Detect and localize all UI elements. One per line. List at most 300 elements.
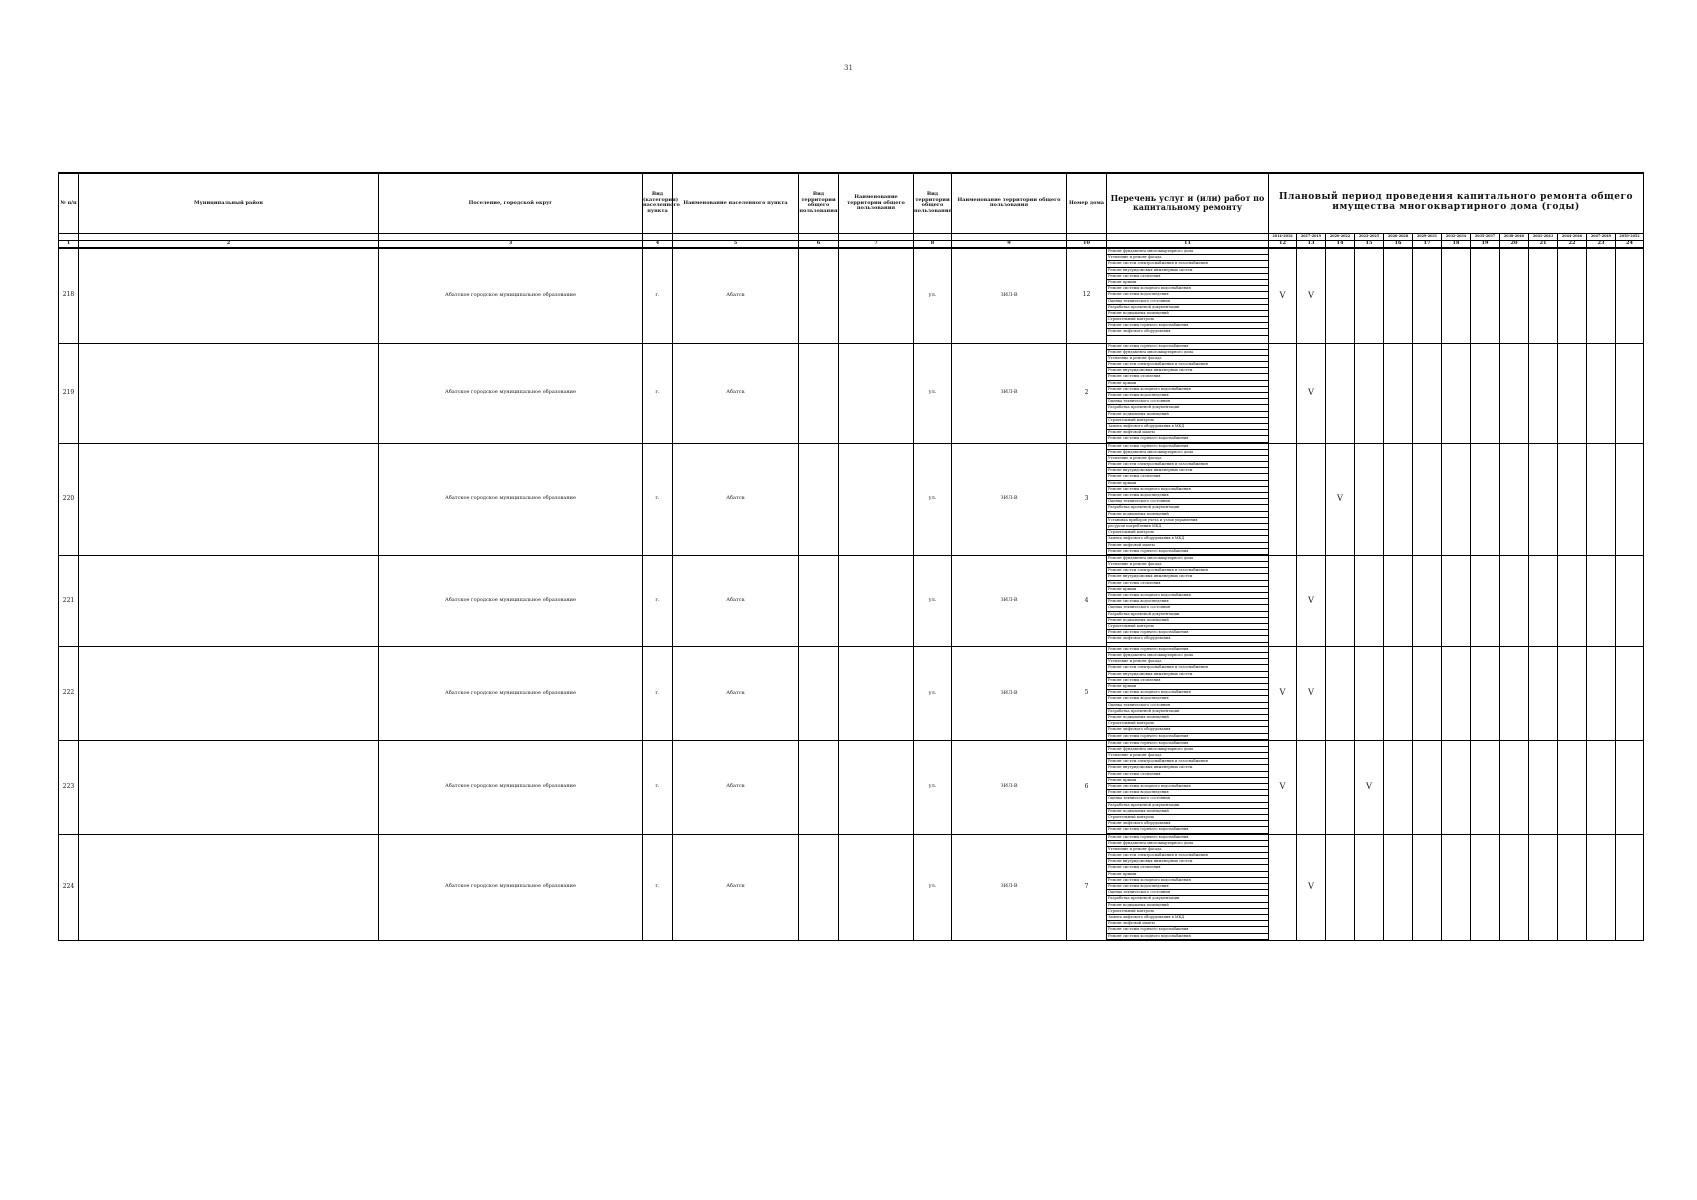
year-mark: V [1269, 248, 1297, 343]
work-item: Утепление и ремонт фасада [1107, 356, 1268, 362]
work-item: Ремонт фундамента многоквартирного дома [1107, 841, 1268, 847]
locality-type-cell: г. [643, 646, 673, 740]
year-mark: V [1269, 646, 1297, 740]
table-row [59, 443, 1644, 555]
work-item: Утепление и ремонт фасада [1107, 255, 1268, 261]
work-item: Ремонт системы холодного водоснабжения [1107, 593, 1268, 599]
settlement-cell: Абатское городское муниципальное образование [379, 834, 643, 940]
year-mark [1587, 740, 1616, 834]
year-mark [1326, 646, 1355, 740]
work-item: Разработка проектной документации [1107, 803, 1268, 809]
year-mark [1558, 343, 1587, 443]
year-mark [1529, 343, 1558, 443]
col-num: 2 [79, 240, 379, 248]
street-type-cell: ул. [914, 646, 952, 740]
year-mark [1500, 343, 1529, 443]
work-item: Ремонт лифтового оборудования [1107, 329, 1268, 335]
work-item: Ремонт систем электроснабжения и газоснабжения [1107, 568, 1268, 574]
street-cell: ЗИЛ-В [952, 646, 1067, 740]
col-num: 20 [1500, 240, 1529, 248]
table-row [59, 646, 1644, 740]
year-mark [1558, 443, 1587, 555]
work-item: Разработка проектной документации [1107, 896, 1268, 902]
work-item: Ремонт системы холодного водоснабжения [1107, 487, 1268, 493]
col-num: 17 [1413, 240, 1442, 248]
work-item: Ремонт системы горячего водоснабжения [1107, 549, 1268, 555]
year-mark [1413, 834, 1442, 940]
row-number: 220 [59, 443, 79, 555]
year-mark: V [1297, 343, 1326, 443]
year-9: 2041-2043 [1529, 233, 1558, 240]
col-num: 15 [1355, 240, 1384, 248]
header-area-type-1: Вид территории общего пользования [799, 173, 839, 233]
work-item: Ремонт системы горячего водоснабжения [1107, 344, 1268, 350]
year-mark [1355, 248, 1384, 343]
works-list [1107, 248, 1269, 343]
year-mark [1558, 248, 1587, 343]
work-item: Ремонт внутридомовых инженерных систем [1107, 468, 1268, 474]
year-mark: V [1355, 740, 1384, 834]
year-mark [1500, 555, 1529, 646]
house-cell: 3 [1067, 443, 1107, 555]
year-11: 2047-2049 [1587, 233, 1616, 240]
area-type-1-cell [799, 555, 839, 646]
work-item: Ремонт системы горячего водоснабжения [1107, 734, 1268, 740]
header-house: Номер дома [1067, 173, 1107, 233]
district-cell [79, 343, 379, 443]
year-mark: V [1269, 740, 1297, 834]
work-item: Ремонт системы отопления [1107, 678, 1268, 684]
year-mark [1326, 834, 1355, 940]
locality-type-cell: г. [643, 740, 673, 834]
col-num: 16 [1384, 240, 1413, 248]
area-name-1-cell [839, 740, 914, 834]
area-name-1-cell [839, 343, 914, 443]
col-num: 1 [59, 240, 79, 248]
col-num: 23 [1587, 240, 1616, 248]
year-mark [1558, 646, 1587, 740]
work-item: Ремонт систем электроснабжения и газоснабжения [1107, 759, 1268, 765]
year-mark [1471, 834, 1500, 940]
year-mark [1529, 646, 1558, 740]
work-item: Ремонт систем электроснабжения и газоснабжения [1107, 362, 1268, 368]
work-item: Ремонт системы отопления [1107, 581, 1268, 587]
street-cell: ЗИЛ-В [952, 443, 1067, 555]
work-item: Оценка технического состояния [1107, 796, 1268, 802]
locality-type-cell: г. [643, 343, 673, 443]
year-mark [1413, 740, 1442, 834]
street-type-cell: ул. [914, 555, 952, 646]
area-type-1-cell [799, 248, 839, 343]
year-mark [1384, 248, 1413, 343]
year-mark [1442, 555, 1471, 646]
work-item: Ремонт крыши [1107, 778, 1268, 784]
year-mark [1587, 555, 1616, 646]
work-item: Ремонт крыши [1107, 381, 1268, 387]
year-mark [1384, 740, 1413, 834]
district-cell [79, 443, 379, 555]
street-type-cell: ул. [914, 834, 952, 940]
header-locality: Наименование населенного пункта [673, 173, 799, 233]
work-item: Ремонт подвальных помещений [1107, 809, 1268, 815]
year-mark [1269, 555, 1297, 646]
year-mark [1587, 443, 1616, 555]
work-item: Ремонт системы водоотведения [1107, 884, 1268, 890]
works-list [1107, 646, 1269, 740]
locality-cell: Абатск [673, 740, 799, 834]
work-item: Утепление и ремонт фасада [1107, 562, 1268, 568]
house-cell: 6 [1067, 740, 1107, 834]
header-area-name-2: Наименование территории общего пользования [952, 173, 1067, 233]
area-name-1-cell [839, 555, 914, 646]
work-item: Ремонт системы горячего водоснабжения [1107, 630, 1268, 636]
area-name-1-cell [839, 443, 914, 555]
street-cell: ЗИЛ-В [952, 834, 1067, 940]
work-item: Ремонт крыши [1107, 872, 1268, 878]
year-mark [1384, 443, 1413, 555]
work-item: Ремонт системы водоотведения [1107, 790, 1268, 796]
year-mark [1471, 248, 1500, 343]
house-cell: 4 [1067, 555, 1107, 646]
area-type-1-cell [799, 834, 839, 940]
work-item: Ремонт системы водоотведения [1107, 292, 1268, 298]
header-area-name-1: Наименование территории общего пользования [839, 173, 914, 233]
col-num: 12 [1269, 240, 1297, 248]
work-item: Ремонт внутридомовых инженерных систем [1107, 859, 1268, 865]
area-name-1-cell [839, 834, 914, 940]
year-6: 2032-2034 [1442, 233, 1471, 240]
street-type-cell: ул. [914, 740, 952, 834]
col-num: 11 [1107, 240, 1269, 248]
year-mark [1413, 646, 1442, 740]
year-0: 2014-2016 [1269, 233, 1297, 240]
year-mark [1500, 248, 1529, 343]
street-cell: ЗИЛ-В [952, 555, 1067, 646]
work-item: Ремонт системы холодного водоснабжения [1107, 784, 1268, 790]
locality-cell: Абатск [673, 248, 799, 343]
work-item: Ремонт внутридомовых инженерных систем [1107, 672, 1268, 678]
year-mark [1616, 343, 1644, 443]
col-num: 14 [1326, 240, 1355, 248]
year-mark [1384, 834, 1413, 940]
street-type-cell: ул. [914, 443, 952, 555]
year-2: 2020-2022 [1326, 233, 1355, 240]
work-item: Ремонт системы холодного водоснабжения [1107, 878, 1268, 884]
table-body [59, 248, 1644, 940]
col-num: 3 [379, 240, 643, 248]
year-mark [1355, 555, 1384, 646]
area-name-1-cell [839, 646, 914, 740]
year-mark [1558, 740, 1587, 834]
year-mark [1326, 740, 1355, 834]
year-mark [1616, 555, 1644, 646]
year-mark [1442, 834, 1471, 940]
table-row [59, 343, 1644, 443]
work-item: Ремонт системы горячего водоснабжения [1107, 927, 1268, 933]
work-item: Строительный контроль [1107, 418, 1268, 424]
year-mark [1355, 646, 1384, 740]
row-number: 222 [59, 646, 79, 740]
work-item: Ремонт фундамента многоквартирного дома [1107, 556, 1268, 562]
work-item: Ремонт крыши [1107, 481, 1268, 487]
year-mark [1326, 343, 1355, 443]
year-mark [1558, 834, 1587, 940]
street-type-cell: ул. [914, 343, 952, 443]
year-mark [1529, 248, 1558, 343]
locality-type-cell: г. [643, 834, 673, 940]
house-cell: 7 [1067, 834, 1107, 940]
work-item: Ремонт системы горячего водоснабжения [1107, 741, 1268, 747]
area-type-1-cell [799, 443, 839, 555]
work-item: Утепление и ремонт фасада [1107, 456, 1268, 462]
year-5: 2029-2031 [1413, 233, 1442, 240]
col-num: 18 [1442, 240, 1471, 248]
work-item: Ремонт системы отопления [1107, 865, 1268, 871]
year-mark [1616, 834, 1644, 940]
work-item: Оценка технического состояния [1107, 605, 1268, 611]
row-number: 223 [59, 740, 79, 834]
work-item: Ремонт системы горячего водоснабжения [1107, 444, 1268, 450]
year-mark [1442, 248, 1471, 343]
district-cell [79, 834, 379, 940]
work-item: Ремонт фундамента многоквартирного дома [1107, 747, 1268, 753]
col-num: 7 [839, 240, 914, 248]
work-item: Ремонт лифтового оборудования [1107, 727, 1268, 733]
work-item: ресурсов потребления МКД [1107, 524, 1268, 530]
year-mark [1384, 343, 1413, 443]
year-mark: V [1297, 834, 1326, 940]
works-list [1107, 740, 1269, 834]
year-mark [1500, 443, 1529, 555]
year-mark [1297, 443, 1326, 555]
work-item: Ремонт лифтовой шахты [1107, 543, 1268, 549]
year-10: 2044-2046 [1558, 233, 1587, 240]
year-mark [1269, 343, 1297, 443]
work-item: Ремонт внутридомовых инженерных систем [1107, 368, 1268, 374]
year-mark [1384, 646, 1413, 740]
area-type-1-cell [799, 343, 839, 443]
year-7: 2035-2037 [1471, 233, 1500, 240]
table-row [59, 555, 1644, 646]
settlement-cell: Абатское городское муниципальное образование [379, 646, 643, 740]
year-mark [1616, 740, 1644, 834]
work-item: Ремонт системы горячего водоснабжения [1107, 647, 1268, 653]
header-locality-type: Вид (категория) населенного пункта [643, 173, 673, 233]
col-num: 13 [1297, 240, 1326, 248]
col-num: 22 [1558, 240, 1587, 248]
table-row [59, 834, 1644, 940]
year-mark: V [1297, 646, 1326, 740]
work-item: Утепление и ремонт фасада [1107, 659, 1268, 665]
header-plan-period: Плановый период проведения капитального ремонта общего имущества многоквартирного дома (годы) [1269, 173, 1644, 233]
district-cell [79, 555, 379, 646]
year-mark [1384, 555, 1413, 646]
work-item: Ремонт подвальных помещений [1107, 618, 1268, 624]
year-mark [1500, 834, 1529, 940]
work-item: Ремонт лифтовой шахты [1107, 921, 1268, 927]
work-item: Ремонт системы холодного водоснабжения [1107, 690, 1268, 696]
work-item: Ремонт систем электроснабжения и газоснабжения [1107, 853, 1268, 859]
work-item: Установка приборов учета и узлов управления [1107, 518, 1268, 524]
work-item: Разработка проектной документации [1107, 405, 1268, 411]
year-mark [1471, 740, 1500, 834]
work-item: Ремонт фундамента многоквартирного дома [1107, 249, 1268, 255]
year-mark [1442, 343, 1471, 443]
work-item: Оценка технического состояния [1107, 299, 1268, 305]
work-item: Оценка технического состояния [1107, 399, 1268, 405]
house-cell: 2 [1067, 343, 1107, 443]
area-name-1-cell [839, 248, 914, 343]
settlement-cell: Абатское городское муниципальное образование [379, 740, 643, 834]
year-mark [1326, 555, 1355, 646]
row-number: 221 [59, 555, 79, 646]
year-mark [1297, 740, 1326, 834]
year-mark [1529, 834, 1558, 940]
year-mark [1355, 834, 1384, 940]
work-item: Ремонт фундамента многоквартирного дома [1107, 350, 1268, 356]
year-mark [1442, 740, 1471, 834]
work-item: Строительный контроль [1107, 815, 1268, 821]
year-mark [1500, 646, 1529, 740]
work-item: Ремонт лифтовой шахты [1107, 430, 1268, 436]
work-item: Ремонт систем электроснабжения и газоснабжения [1107, 261, 1268, 267]
district-cell [79, 646, 379, 740]
year-mark [1558, 555, 1587, 646]
locality-cell: Абатск [673, 555, 799, 646]
col-num: 19 [1471, 240, 1500, 248]
year-mark [1471, 646, 1500, 740]
year-mark [1326, 248, 1355, 343]
settlement-cell: Абатское городское муниципальное образование [379, 443, 643, 555]
locality-cell: Абатск [673, 443, 799, 555]
year-8: 2038-2040 [1500, 233, 1529, 240]
page-number: 31 [844, 64, 853, 72]
work-item: Ремонт подвальных помещений [1107, 512, 1268, 518]
work-item: Утепление и ремонт фасада [1107, 847, 1268, 853]
year-mark [1529, 740, 1558, 834]
street-cell: ЗИЛ-В [952, 740, 1067, 834]
year-mark [1413, 443, 1442, 555]
col-num: 9 [952, 240, 1067, 248]
work-item: Ремонт системы отопления [1107, 772, 1268, 778]
year-mark [1471, 343, 1500, 443]
year-mark [1442, 646, 1471, 740]
work-item: Ремонт системы холодного водоснабжения [1107, 286, 1268, 292]
settlement-cell: Абатское городское муниципальное образование [379, 248, 643, 343]
work-item: Ремонт внутридомовых инженерных систем [1107, 574, 1268, 580]
street-cell: ЗИЛ-В [952, 248, 1067, 343]
year-1: 2017-2019 [1297, 233, 1326, 240]
year-3: 2023-2025 [1355, 233, 1384, 240]
work-item: Ремонт фундамента многоквартирного дома [1107, 450, 1268, 456]
work-item: Ремонт системы горячего водоснабжения [1107, 835, 1268, 841]
work-item: Ремонт системы горячего водоснабжения [1107, 436, 1268, 442]
work-item: Ремонт системы горячего водоснабжения [1107, 827, 1268, 833]
work-item: Разработка проектной документации [1107, 709, 1268, 715]
street-cell: ЗИЛ-В [952, 343, 1067, 443]
work-item: Оценка технического состояния [1107, 499, 1268, 505]
year-mark: V [1297, 555, 1326, 646]
work-item: Ремонт систем электроснабжения и газоснабжения [1107, 462, 1268, 468]
year-mark [1442, 443, 1471, 555]
work-item: Ремонт системы холодного водоснабжения [1107, 934, 1268, 940]
work-item: Разработка проектной документации [1107, 305, 1268, 311]
work-item: Замена лифтового оборудования в МКД [1107, 424, 1268, 430]
work-item: Ремонт системы горячего водоснабжения [1107, 323, 1268, 329]
work-item: Ремонт крыши [1107, 684, 1268, 690]
year-mark [1616, 248, 1644, 343]
house-cell: 5 [1067, 646, 1107, 740]
row-number: 218 [59, 248, 79, 343]
year-mark [1587, 834, 1616, 940]
year-mark [1413, 555, 1442, 646]
work-item: Строительный контроль [1107, 530, 1268, 536]
locality-type-cell: г. [643, 248, 673, 343]
locality-cell: Абатск [673, 834, 799, 940]
header-area-type-2: Вид территории общего пользования [914, 173, 952, 233]
col-num: 10 [1067, 240, 1107, 248]
locality-cell: Абатск [673, 646, 799, 740]
locality-type-cell: г. [643, 555, 673, 646]
work-item: Ремонт систем электроснабжения и газоснабжения [1107, 665, 1268, 671]
area-type-1-cell [799, 740, 839, 834]
years-row [59, 233, 1644, 240]
header-settlement: Поселение, городской округ [379, 173, 643, 233]
work-item: Разработка проектной документации [1107, 505, 1268, 511]
work-item: Ремонт системы водоотведения [1107, 599, 1268, 605]
work-item: Оценка технического состояния [1107, 890, 1268, 896]
year-4: 2026-2028 [1384, 233, 1413, 240]
year-mark [1413, 248, 1442, 343]
year-mark [1587, 248, 1616, 343]
year-mark: V [1326, 443, 1355, 555]
year-mark [1355, 343, 1384, 443]
row-number: 224 [59, 834, 79, 940]
settlement-cell: Абатское городское муниципальное образование [379, 343, 643, 443]
work-item: Ремонт подвальных помещений [1107, 903, 1268, 909]
work-item: Ремонт системы водоотведения [1107, 696, 1268, 702]
work-item: Ремонт лифтового оборудования [1107, 636, 1268, 642]
table-row [59, 248, 1644, 343]
work-item: Оценка технического состояния [1107, 703, 1268, 709]
work-item: Разработка проектной документации [1107, 612, 1268, 618]
year-mark [1269, 834, 1297, 940]
work-item: Ремонт фундамента многоквартирного дома [1107, 653, 1268, 659]
work-item: Строительный контроль [1107, 721, 1268, 727]
work-item: Строительный контроль [1107, 317, 1268, 323]
district-cell [79, 248, 379, 343]
col-num: 24 [1616, 240, 1644, 248]
work-item: Ремонт системы водоотведения [1107, 393, 1268, 399]
work-item: Ремонт крыши [1107, 280, 1268, 286]
year-mark: V [1297, 248, 1326, 343]
work-item: Ремонт внутридомовых инженерных систем [1107, 765, 1268, 771]
work-item: Ремонт подвальных помещений [1107, 311, 1268, 317]
work-item: Ремонт подвальных помещений [1107, 412, 1268, 418]
work-item: Ремонт лифтового оборудования [1107, 821, 1268, 827]
year-mark [1616, 646, 1644, 740]
year-12: 2050-2052 [1616, 233, 1644, 240]
work-item: Строительный контроль [1107, 624, 1268, 630]
area-type-1-cell [799, 646, 839, 740]
table-row [59, 740, 1644, 834]
work-item: Ремонт внутридомовых инженерных систем [1107, 268, 1268, 274]
col-num: 6 [799, 240, 839, 248]
work-item: Ремонт крыши [1107, 587, 1268, 593]
district-cell [79, 740, 379, 834]
works-list [1107, 834, 1269, 940]
works-list [1107, 555, 1269, 646]
